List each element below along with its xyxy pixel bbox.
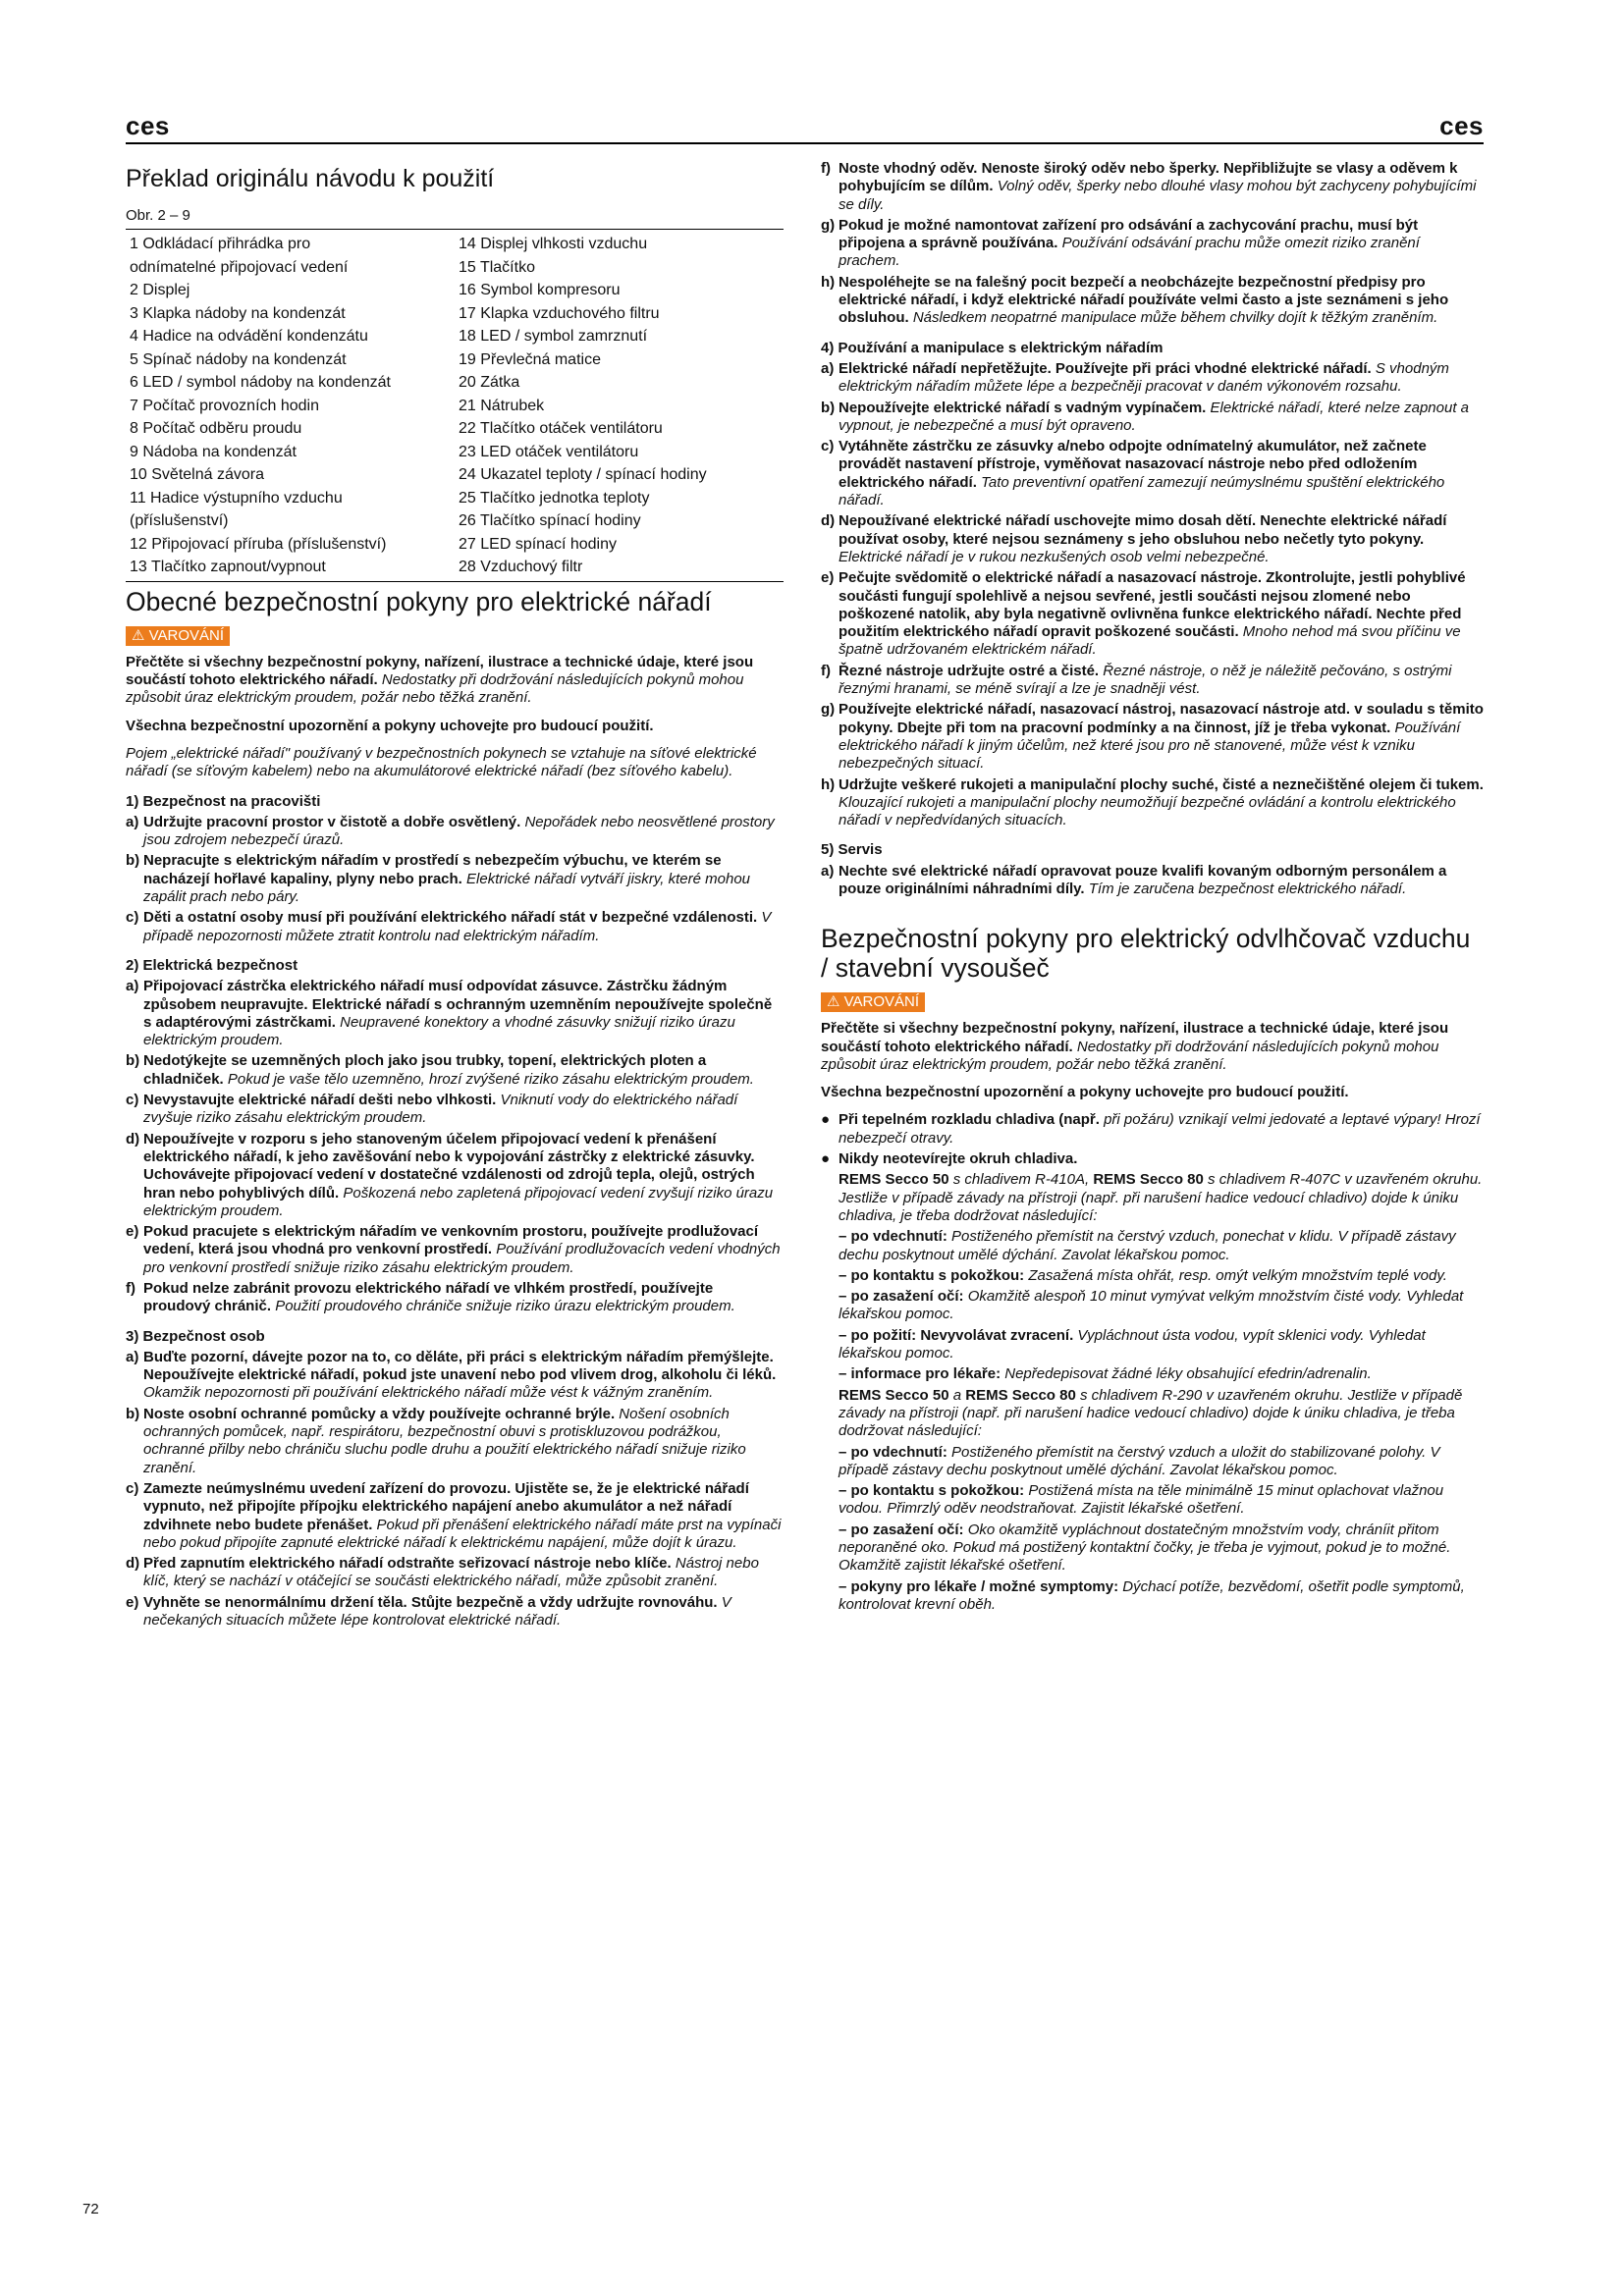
item-italic: Následkem neopatrné manipulace může během chvilky dojít k těžkým zraněním. — [912, 309, 1438, 327]
item-bold: Udržujte veškeré rukojeti a manipulační plochy suché, čisté a neznečištěné olejem či tukem. — [839, 775, 1484, 793]
item-text — [143, 1349, 784, 1403]
item-italic: Vniknutí vody do elektrického nářadí zvyšuje riziko zásahu elektrickým proudem. — [143, 1092, 738, 1127]
item-letter: b) — [821, 399, 836, 416]
instruction-item — [126, 1131, 784, 1220]
first-aid-text: Postiženého přemístit na čerstvý vzduch, ponechat v klidu. V případě zástavy dechu poskytnout umělé dýchání. Zavolat lékařskou pomoc. — [839, 1228, 1456, 1263]
item-letter: b) — [126, 1405, 140, 1422]
legend-item: 15 Tlačítko — [459, 258, 535, 276]
item-bold: Pečujte svědomitě o elektrické nářadí a nasazovací nástroje. Zkontrolujte, jestli pohyblivé součásti fungují spolehlivě a nejsou sevřené, jestli součásti nejsou zlomené nebo poškozené natolik, aby byla negativně ovlivněna funkce elektrického nářadí. Nechte před použitím elektrického nářadí opravit poškozené součásti. — [839, 569, 1466, 641]
figure-label: Obr. 2 – 9 — [126, 207, 190, 224]
instruction-item — [126, 852, 784, 906]
item-bold: Buďte pozorní, dávejte pozor na to, co děláte, při práci s elektrickým nářadím přemýšlejte. Nepoužívejte elektrické nářadí, pokud jste unavení nebo pod vlivem drog, alkoholu či léků. — [143, 1348, 777, 1384]
legend-list-b — [459, 233, 773, 579]
warning-italic: Nedostatky při dodržování následujících pokynů mohou způsobit úraz elektrickým proudem, požár nebo těžká zranění. — [126, 671, 744, 707]
item-letter: a) — [821, 359, 835, 377]
item-bold: Nepoužívejte v rozporu s jeho stanoveným účelem připojovací vedení k přenášení elektrického nářadí, k jeho zavěšování nebo k vypojování zástrčky z elektrické zásuvky. Uchovávejte připojovací vedení v dostatečné vzdálenosti od zdrojů tepla, olejů, ostrých hran nebo pohyblivých dílů. — [143, 1130, 755, 1201]
first-aid-item — [821, 1444, 1484, 1480]
legend-item: 13 Tlačítko zapnout/vypnout — [130, 559, 326, 576]
item-text — [839, 512, 1484, 566]
instruction-item — [126, 1349, 784, 1403]
legend-item: 22 Tlačítko otáček ventilátoru — [459, 420, 663, 438]
item-letter: b) — [126, 852, 140, 870]
item-italic: Volný oděv, šperky nebo dlouhé vlasy mohou být zachyceny pohybujícími se díly. — [839, 178, 1477, 213]
item-letter: h) — [821, 273, 836, 291]
instruction-item — [126, 978, 784, 1049]
legend-item: 8 Počítač odběru proudu — [130, 420, 302, 438]
header-left-code: ces — [126, 111, 170, 140]
item-text — [143, 1406, 784, 1477]
legend-item: 18 LED / symbol zamrznutí — [459, 328, 648, 346]
first-aid-label: – po kontaktu s pokožkou: — [839, 1482, 1025, 1500]
item-italic: Elektrické nářadí vytváří jiskry, které mohou zapálit prach nebo páry. — [143, 870, 750, 906]
legend-item: 12 Připojovací příruba (příslušenství) — [130, 535, 387, 553]
legend-item: 21 Nátrubek — [459, 397, 545, 414]
first-aid-text: Vypláchnout ústa vodou, vypít sklenici vody. Vyhledat lékařskou pomoc. — [839, 1326, 1426, 1362]
item-letter: d) — [126, 1130, 140, 1148]
item-italic: V případě nepozornosti můžete ztratit kontrolu nad elektrickým nářadím. — [143, 909, 772, 944]
item-italic: Pokud je vaše tělo uzemněno, hrozí zvýšené riziko zásahu elektrickým proudem. — [227, 1070, 754, 1088]
bullet-refrigerant-circuit: ● Nikdy neotevírejte okruh chladiva. — [821, 1150, 1078, 1168]
heading-workplace-safety: 1) Bezpečnost na pracovišti — [126, 792, 321, 810]
item-bold: Řezné nástroje udržujte ostré a čisté. — [839, 662, 1100, 679]
warning-badge-2: ⚠ VAROVÁNÍ — [821, 992, 925, 1012]
item-bold: Vyhněte se nenormálnímu držení těla. Stůjte bezpečně a vždy udržujte rovnováhu. — [143, 1593, 718, 1611]
instruction-item — [821, 160, 1484, 214]
item-bold: Před zapnutím elektrického nářadí odstraňte seřizovací nástroje nebo klíče. — [143, 1555, 672, 1573]
instruction-item — [821, 217, 1484, 271]
item-text — [143, 978, 784, 1049]
item-bold: Pokud nelze zabránit provozu elektrického nářadí ve vlhkém prostředí, používejte proudový chránič. — [143, 1280, 714, 1315]
tool-use-list — [821, 360, 1484, 829]
figure-legend — [126, 229, 784, 582]
page-number: 72 — [82, 2201, 99, 2217]
item-text — [143, 814, 784, 850]
item-italic: Používání prodlužovacích vedení vhodných pro venkovní prostředí snižuje riziko zásahu elektrickým proudem. — [143, 1241, 781, 1276]
item-bold: Nespoléhejte se na falešný pocit bezpečí a neobcházejte bezpečnostní předpisy pro elektrické nářadí, i když elektrické nářadí používáte velmi často a jste seznámeni s jeho obsluhou. — [839, 273, 1449, 327]
item-text — [839, 776, 1484, 830]
item-bold: Udržujte pracovní prostor v čistotě a dobře osvětlený. — [143, 813, 521, 830]
first-aid-text: Nepředepisovat žádné léky obsahující efedrin/adrenalin. — [1004, 1365, 1372, 1383]
first-aid-item — [821, 1522, 1484, 1575]
warning-italic-2: Nedostatky při dodržování následujících pokynů mohou způsobit úraz elektrickým proudem, požár nebo těžká zranění. — [821, 1038, 1439, 1073]
item-letter: f) — [821, 662, 831, 679]
item-italic: S vhodným elektrickým nářadím můžete lépe a bezpečněji pracovat v daném výkonovém rozsahu. — [839, 359, 1449, 396]
item-letter: d) — [821, 512, 836, 530]
item-italic: Používání elektrického nářadí k jiným účelům, než které jsou pro ně stanovené, může vést k vzniku nebezpečných situací. — [839, 719, 1461, 773]
item-bold: Nepoužívané elektrické nářadí uschovejte mimo dosah dětí. Nenechte elektrické nářadí používat osoby, které nejsou seznámeny s jeho obsluhou nebo nečetly tyto pokyny. — [839, 512, 1447, 548]
refrigerant-r410-r407: REMS Secco 50 s chladivem R-410A, REMS Secco 80 s chladivem R-407C v uzavřeném okruhu. Jestliže v případě závady na přístroji (např. při narušení hadice vedoucí chladivo) dojde k úniku chladiva, je třeba dodržovat následující: — [839, 1171, 1483, 1224]
item-letter: d) — [126, 1555, 140, 1573]
section-title-general: Obecné bezpečnostní pokyny pro elektrické nářadí — [126, 586, 712, 616]
item-bold: Nepoužívejte elektrické nářadí s vadným vypínačem. — [839, 399, 1207, 416]
item-letter: b) — [126, 1052, 140, 1070]
header-rule — [126, 142, 1484, 144]
first-aid-label: – po zasažení očí: — [839, 1521, 964, 1538]
item-text — [839, 569, 1484, 659]
item-letter: c) — [821, 438, 835, 455]
section-title-dehumidifier: Bezpečnostní pokyny pro elektrický odvlhčovač vzduchu / stavební vysoušeč — [821, 924, 1471, 984]
item-text — [143, 909, 784, 945]
item-text — [143, 1052, 784, 1089]
item-text — [839, 438, 1484, 509]
item-italic: Elektrické nářadí je v rukou nezkušených osob velmi nebezpečné. — [839, 548, 1270, 565]
heading-personal-safety: 3) Bezpečnost osob — [126, 1327, 265, 1345]
first-aid-text: Postiženého přemístit na čerstvý vzduch a uložit do stabilizované polohy. V případě zástavy dechu poskytnout umělé dýchání. Zavolat lékařskou pomoc. — [839, 1443, 1440, 1478]
item-italic: Nástroj nebo klíč, který se nachází v otáčející se součásti elektrického nářadí, může způsobit zranění. — [143, 1555, 759, 1590]
keep-instructions: Všechna bezpečnostní upozornění a pokyny uchovejte pro budoucí použití. — [126, 717, 654, 734]
first-aid-text: Okamžitě alespoň 10 minut vymývat velkým množstvím čisté vody. Vyhledat lékařskou pomoc. — [839, 1288, 1464, 1323]
instruction-item — [821, 663, 1484, 699]
first-aid-text: Zasažená místa ohřát, resp. omýt velkým množstvím teplé vody. — [1028, 1266, 1447, 1284]
item-text — [839, 863, 1484, 899]
instruction-item — [821, 701, 1484, 773]
item-bold: Noste osobní ochranné pomůcky a vždy používejte ochranné brýle. — [143, 1405, 616, 1422]
item-bold: Vytáhněte zástrčku ze zásuvky a/nebo odpojte odnímatelný akumulátor, než začnete provádět nastavení přístroje, vyměňovat nasazovací nástroje nebo před odložením elektrického nářadí. — [839, 438, 1427, 491]
term-definition: Pojem „elektrické nářadí" používaný v bezpečnostních pokynech se vztahuje na síťové elektrické nářadí (se síťovým kabelem) nebo na akumulátorové elektrické nářadí (bez síťového kabelu). — [126, 744, 757, 780]
item-text — [143, 1131, 784, 1220]
item-text — [143, 852, 784, 906]
item-letter: a) — [821, 862, 835, 880]
item-italic: Použití proudového chrániče snižuje riziko úrazu elektrickým proudem. — [275, 1298, 735, 1315]
first-aid-item — [821, 1365, 1484, 1383]
item-text — [839, 701, 1484, 773]
instruction-item — [821, 438, 1484, 509]
item-italic: Tím je zaručena bezpečnost elektrického nářadí. — [1088, 880, 1407, 897]
item-text — [143, 1594, 784, 1630]
first-aid-label: – po požití: Nevyvolávat zvracení. — [839, 1326, 1074, 1344]
warning-text-2 — [821, 1020, 1484, 1074]
first-aid-item — [821, 1267, 1484, 1285]
first-aid-text: Dýchací potíže, bezvědomí, ošetřit podle symptomů, kontrolovat krevní oběh. — [839, 1577, 1465, 1613]
heading-tool-use: 4) Používání a manipulace s elektrickým nářadím — [821, 339, 1164, 356]
item-text — [839, 400, 1484, 436]
left-column — [126, 160, 784, 1632]
legend-item: 19 Převlečná matice — [459, 350, 601, 368]
instruction-item — [126, 1223, 784, 1277]
item-bold: Nechte své elektrické nářadí opravovat pouze kvalifi kovaným odborným personálem a pouze originálními náhradními díly. — [839, 862, 1447, 897]
item-text — [839, 360, 1484, 397]
instruction-item — [821, 776, 1484, 830]
item-letter: e) — [821, 569, 835, 587]
legend-item: odnímatelné připojovací vedení — [130, 258, 349, 276]
instruction-item — [126, 814, 784, 850]
service-list — [821, 863, 1484, 899]
first-aid-label: – informace pro lékaře: — [839, 1365, 1001, 1383]
instruction-item — [126, 1594, 784, 1630]
item-letter: c) — [126, 909, 139, 927]
legend-item: 6 LED / symbol nádoby na kondenzát — [130, 374, 391, 392]
item-bold: Připojovací zástrčka elektrického nářadí musí odpovídat zásuvce. Zástrčku žádným způsobem neupravujte. Elektrické nářadí s ochranným uzemněním nepoužívejte společně s adaptérovými zástrčkami. — [143, 978, 773, 1031]
legend-item: 11 Hadice výstupního vzduchu — [130, 489, 343, 507]
first-aid-label: – po zasažení očí: — [839, 1288, 964, 1306]
warning-bold: Přečtěte si všechny bezpečnostní pokyny, nařízení, ilustrace a technické údaje, které jsou součástí tohoto elektrického nářadí. — [126, 653, 754, 689]
legend-item: 27 LED spínací hodiny — [459, 535, 617, 553]
legend-item: 16 Symbol kompresoru — [459, 282, 621, 299]
item-italic: Poškozená nebo zapletená připojovací vedení zvyšují riziko úrazu elektrickým proudem. — [143, 1184, 774, 1219]
heading-service: 5) Servis — [821, 841, 883, 859]
legend-item: 14 Displej vlhkosti vzduchu — [459, 236, 648, 253]
item-italic: Tato preventivní opatření zamezují neúmyslnému spuštění elektrického nářadí. — [839, 473, 1445, 509]
item-text — [839, 663, 1484, 699]
first-aid-item — [821, 1327, 1484, 1363]
item-letter: f) — [821, 160, 831, 177]
workplace-safety-list — [126, 814, 784, 945]
item-letter: g) — [821, 701, 836, 719]
item-letter: c) — [126, 1092, 139, 1109]
header-right-code: ces — [1439, 111, 1484, 140]
legend-item: 26 Tlačítko spínací hodiny — [459, 512, 641, 530]
item-italic: Používání odsávání prachu může omezit riziko zranění prachem. — [839, 235, 1420, 270]
warning-badge: ⚠ VAROVÁNÍ — [126, 626, 230, 646]
first-aid-text: Oko okamžitě vypláchnout dostatečným množstvím vody, chráníit přitom neporaněné oko. Pokud má postižený kontaktní čočky, je třeba je vyjmout, pokud je to možné. Okamžitě zajistit lékařské ošetření. — [839, 1521, 1451, 1575]
item-letter: h) — [821, 775, 836, 793]
legend-item: 20 Zátka — [459, 374, 520, 392]
item-letter: c) — [126, 1479, 139, 1497]
first-aid-label: – po vdechnutí: — [839, 1443, 947, 1461]
instruction-item — [126, 1555, 784, 1591]
item-italic: V nečekaných situacích můžete lépe kontrolovat elektrické nářadí. — [143, 1593, 731, 1629]
legend-item: 7 Počítač provozních hodin — [130, 397, 320, 414]
warning-bold-2: Přečtěte si všechny bezpečnostní pokyny, nařízení, ilustrace a technické údaje, které jsou součástí tohoto elektrického nářadí. — [821, 1020, 1449, 1055]
instruction-item — [126, 1280, 784, 1316]
right-column — [821, 160, 1484, 1617]
first-aid-list-1 — [821, 1228, 1484, 1383]
legend-item: 4 Hadice na odvádění kondenzátu — [130, 328, 368, 346]
item-bold: Děti a ostatní osoby musí při používání elektrického nářadí stát v bezpečné vzdálenosti. — [143, 909, 758, 927]
first-aid-label: – po vdechnutí: — [839, 1228, 947, 1246]
item-text — [839, 274, 1484, 328]
item-text — [839, 160, 1484, 214]
item-bold: Pokud pracujete s elektrickým nářadím ve venkovním prostoru, používejte prodlužovací vedení, která jsou vhodná pro venkovní prostředí. — [143, 1223, 759, 1258]
bullet-refrigerant-decomposition: ● Při tepelném rozkladu chladiva (např. při požáru) vznikají velmi jedovaté a leptavé výpary! Hrozí nebezpečí otravy. — [821, 1111, 1481, 1147]
instruction-item — [821, 569, 1484, 659]
item-italic: Okamžik nepozornosti při používání elektrického nářadí může vést k vážným zraněním. — [143, 1384, 714, 1402]
item-italic: Klouzající rukojeti a manipulační plochy neumožňují bezpečné ovládání a kontrolu elektrického nářadí v nepředvídaných situacích. — [839, 793, 1456, 829]
legend-item: 5 Spínač nádoby na kondenzát — [130, 350, 347, 368]
instruction-item — [821, 512, 1484, 566]
item-letter: e) — [126, 1223, 139, 1241]
legend-list-a — [126, 233, 459, 579]
item-letter: g) — [821, 216, 836, 234]
item-letter: f) — [126, 1280, 135, 1297]
item-text — [143, 1092, 784, 1128]
item-italic: Nošení osobních ochranných pomůcek, např. respirátoru, bezpečnostní obuvi s protiskluzovou podrážkou, ochranné přilby nebo chrániču sluchu podle druhu a použití elektrického nářadí snižuje riziko zranění. — [143, 1405, 746, 1476]
item-bold: Nedotýkejte se uzemněných ploch jako jsou trubky, topení, elektrických ploten a chladniček. — [143, 1052, 707, 1088]
item-letter: a) — [126, 978, 139, 995]
item-italic: Neupravené konektory a vhodné zásuvky snižují riziko úrazu elektrickým proudem. — [143, 1013, 735, 1049]
personal-safety-list-continued — [821, 160, 1484, 328]
item-text — [839, 217, 1484, 271]
item-bold: Nevystavujte elektrické nářadí dešti nebo vlhkosti. — [143, 1092, 497, 1109]
instruction-item — [126, 1480, 784, 1552]
heading-electrical-safety: 2) Elektrická bezpečnost — [126, 956, 298, 974]
first-aid-label: – po kontaktu s pokožkou: — [839, 1266, 1025, 1284]
instruction-item — [821, 360, 1484, 397]
legend-item: 24 Ukazatel teploty / spínací hodiny — [459, 466, 707, 484]
item-text — [143, 1480, 784, 1552]
item-bold: Nepracujte s elektrickým nářadím v prostředí s nebezpečím výbuchu, ve kterém se nacházejí hořlavé kapaliny, plyny nebo prach. — [143, 852, 722, 887]
instruction-item — [821, 863, 1484, 899]
item-italic: Mnoho nehod má svou příčinu ve špatně udržovaném elektrickém nářadí. — [839, 623, 1461, 659]
item-italic: Nepořádek nebo neosvětlené prostory jsou zdrojem nebezpečí úrazů. — [143, 813, 775, 849]
keep-instructions-2: Všechna bezpečnostní upozornění a pokyny uchovejte pro budoucí použití. — [821, 1084, 1349, 1101]
item-bold: Pokud je možné namontovat zařízení pro odsávání a zachycování prachu, musí být připojena a správně používána. — [839, 216, 1419, 252]
first-aid-item — [821, 1578, 1484, 1615]
legend-item: 3 Klapka nádoby na kondenzát — [130, 304, 346, 322]
legend-item: 17 Klapka vzduchového filtru — [459, 304, 660, 322]
item-bold: Noste vhodný oděv. Nenoste široký oděv nebo šperky. Nepřibližujte se vlasy a oděvem k pohybujícím se dílům. — [839, 160, 1458, 195]
item-letter: a) — [126, 1348, 139, 1365]
item-text — [143, 1223, 784, 1277]
instruction-item — [821, 274, 1484, 328]
personal-safety-list — [126, 1349, 784, 1629]
first-aid-item — [821, 1288, 1484, 1324]
item-italic: Elektrické nářadí, které nelze zapnout a vypnout, je nebezpečné a musí být opraveno. — [839, 399, 1469, 434]
item-text — [143, 1280, 784, 1316]
item-italic: Pokud při přenášení elektrického nářadí máte prst na vypínači nebo pokud připojíte zapnuté elektrické nářadí k elektrickému napájení, může dojít k úrazu. — [143, 1516, 782, 1551]
legend-item: 23 LED otáček ventilátoru — [459, 443, 639, 460]
legend-item: 10 Světelná závora — [130, 466, 264, 484]
warning-text — [126, 654, 784, 708]
item-text — [143, 1555, 784, 1591]
first-aid-text: Postižená místa na těle minimálně 15 minut oplachovat vlažnou vodou. Přimrzlý oděv neodstraňovat. Zajistit lékařské ošetření. — [839, 1482, 1444, 1518]
first-aid-list-2 — [821, 1444, 1484, 1615]
legend-item: (příslušenství) — [130, 512, 229, 530]
instruction-item — [126, 909, 784, 945]
first-aid-item — [821, 1228, 1484, 1264]
bullet-dot: ● — [821, 1150, 831, 1168]
item-letter: e) — [126, 1593, 139, 1611]
bullet-dot: ● — [821, 1111, 831, 1129]
instruction-item — [821, 400, 1484, 436]
instruction-item — [126, 1406, 784, 1477]
item-italic: Řezné nástroje, o něž je náležitě pečováno, s ostrými řeznými hranami, se méně svírají a lze je snadněji vést. — [839, 662, 1452, 698]
item-letter: a) — [126, 813, 139, 830]
refrigerant-r290: REMS Secco 50 a REMS Secco 80 s chladivem R-290 v uzavřeném okruhu. Jestliže v případě závady na přístroji (např. při narušení hadice vedoucí chladivo) dojde k úniku chladiva, je třeba dodržovat následující: — [839, 1386, 1463, 1440]
item-bold: Zamezte neúmyslnému uvedení zařízení do provozu. Ujistěte se, že je elektrické nářadí vypnuto, než připojíte přípojku elektrického napájení anebo akumulátor a než nářadí zdvihnete nebo budete přenášet. — [143, 1479, 749, 1533]
page-title: Překlad originálu návodu k použití — [126, 165, 495, 192]
item-bold: Elektrické nářadí nepřetěžujte. Používejte při práci vhodné elektrické nářadí. — [839, 359, 1372, 377]
legend-item: 2 Displej — [130, 282, 190, 299]
first-aid-label: – pokyny pro lékaře / možné symptomy: — [839, 1577, 1119, 1595]
legend-item: 9 Nádoba na kondenzát — [130, 443, 297, 460]
first-aid-item — [821, 1482, 1484, 1519]
item-bold: Používejte elektrické nářadí, nasazovací nástroj, nasazovací nástroje atd. v souladu s těmito pokyny. Dbejte při tom na pracovní podmínky a na činnost, jíž je třeba vykonat. — [839, 701, 1484, 736]
instruction-item — [126, 1052, 784, 1089]
instruction-item — [126, 1092, 784, 1128]
legend-item: 25 Tlačítko jednotka teploty — [459, 489, 650, 507]
legend-item: 1 Odkládací přihrádka pro — [130, 236, 311, 253]
electrical-safety-list — [126, 978, 784, 1315]
legend-item: 28 Vzduchový filtr — [459, 559, 583, 576]
